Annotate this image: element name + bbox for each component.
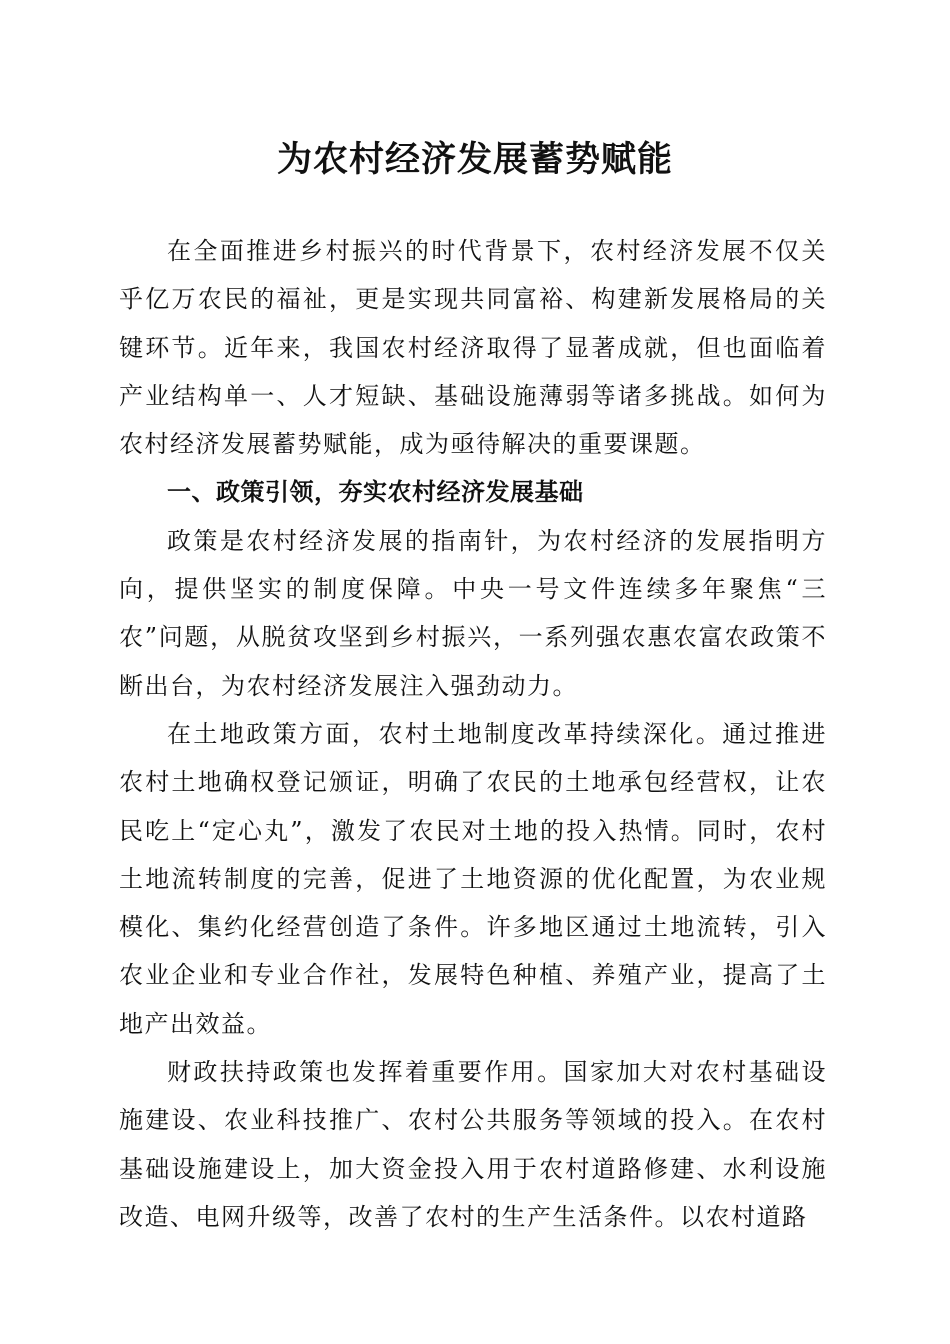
paragraph-fiscal-policy: 财政扶持政策也发挥着重要作用。国家加大对农村基础设施建设、农业科技推广、农村公共服务等领域的投入。在农村基础设施建设上，加大资金投入用于农村道路修建、水利设施改造、电网升级等，改善了农村的生产生活条件。以农村道路 [119,1058,827,1231]
paragraph-intro: 在全面推进乡村振兴的时代背景下，农村经济发展不仅关乎亿万农民的福祉，更是实现共同富裕、构建新发展格局的关键环节。近年来，我国农村经济取得了显著成就，但也面临着产业结构单一、人才短缺、基础设施薄弱等诸多挑战。如何为农村经济发展蓄势赋能，成为亟待解决的重要课题。 [119,237,827,459]
section-heading-1: 一、政策引领，夯实农村经济发展基础 [167,478,584,507]
paragraph-policy: 政策是农村经济发展的指南针，为农村经济的发展指明方向，提供坚实的制度保障。中央一号文件连续多年聚焦“三农”问题，从脱贫攻坚到乡村振兴，一系列强农惠农富农政策不断出台，为农村经济发展注入强劲动力。 [119,526,827,700]
document-body [119,227,827,1241]
page-title: 为农村经济发展蓄势赋能 [276,140,673,180]
paragraph-land-policy: 在土地政策方面，农村土地制度改革持续深化。通过推进农村土地确权登记颁证，明确了农民的土地承包经营权，让农民吃上“定心丸”，激发了农民对土地的投入热情。同时，农村土地流转制度的完善，促进了土地资源的优化配置，为农业规模化、集约化经营创造了条件。许多地区通过土地流转，引入农业企业和专业合作社，发展特色种植、养殖产业，提高了土地产出效益。 [119,719,827,1038]
